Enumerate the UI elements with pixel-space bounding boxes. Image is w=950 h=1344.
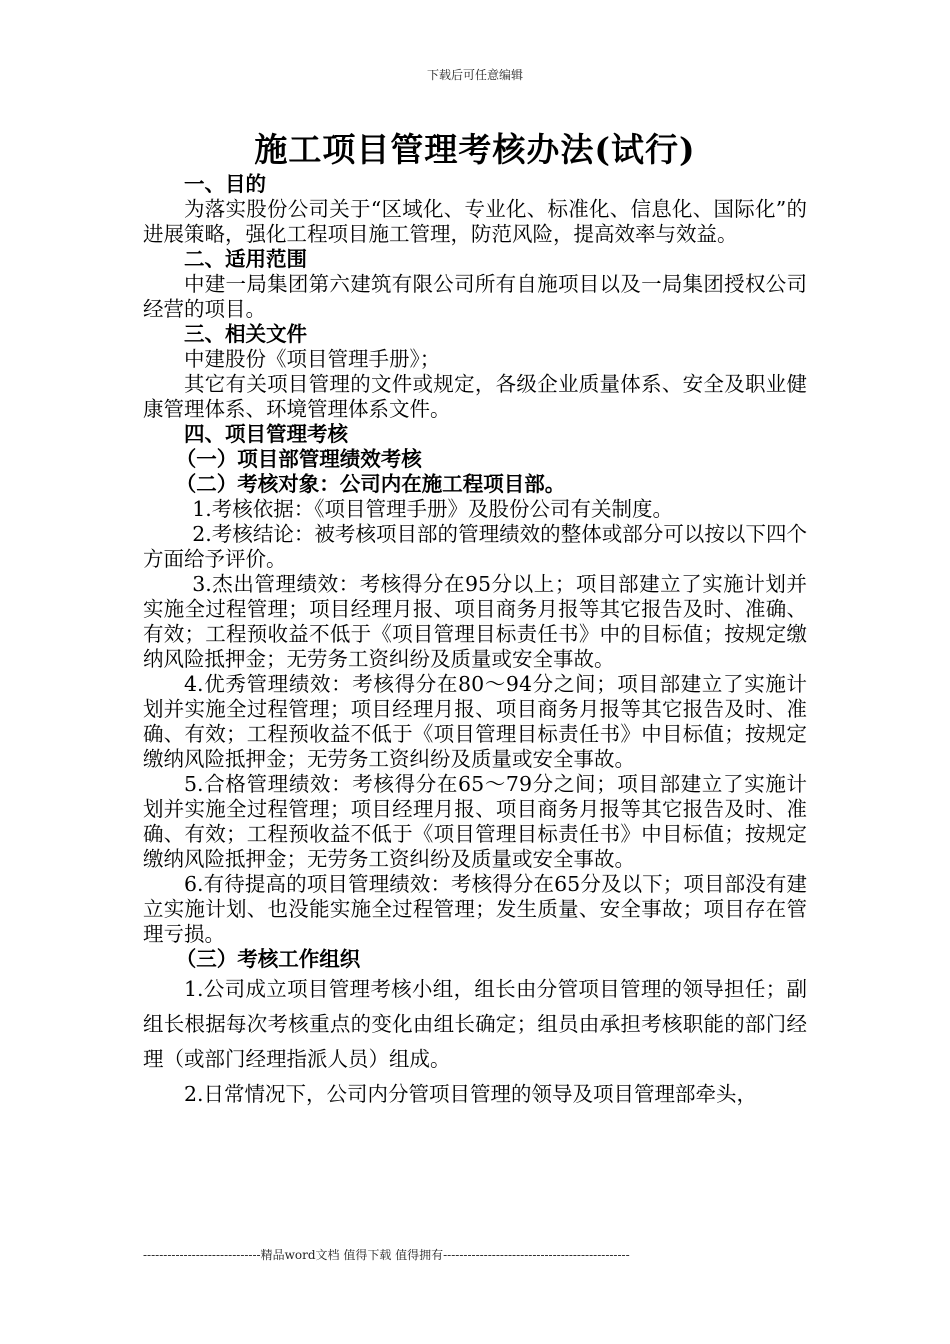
paragraph-related-docs-2: 其它有关项目管理的文件或规定，各级企业质量体系、安全及职业健康管理体系、环境管理体系文件。 [143,372,807,421]
section-heading-related-docs: 三、相关文件 [184,322,307,346]
paragraph-scope: 中建一局集团第六建筑有限公司所有自施项目以及一局集团授权公司经营的项目。 [143,272,807,321]
list-item-needs-improvement: 6.有待提高的项目管理绩效：考核得分在65分及以下；项目部没有建立实施计划、也没能实施全过程管理；发生质量、安全事故；项目存在管理亏损。 [143,872,807,946]
paragraph-purpose: 为落实股份公司关于“区域化、专业化、标准化、信息化、国际化”的进展策略，强化工程项目施工管理，防范风险，提高效率与效益。 [143,197,807,246]
list-item-org-daily: 2.日常情况下，公司内分管项目管理的领导及项目管理部牵头， [184,1082,758,1106]
subheading-assessment-target: （二）考核对象：公司内在施工程项目部。 [175,472,566,496]
subheading-performance-assessment: （一）项目部管理绩效考核 [175,447,422,471]
paragraph-related-docs-1: 中建股份《项目管理手册》； [184,347,441,371]
list-item-qualified: 5.合格管理绩效：考核得分在65～79分之间；项目部建立了实施计划并实施全过程管理；项目经理月报、项目商务月报等其它报告及时、准确、有效；工程预收益不低于《项目管理目标责任书》中目标值；按规定缴纳风险抵押金；无劳务工资纠纷及质量或安全事故。 [143,772,807,871]
list-item-conclusion: 2.考核结论：被考核项目部的管理绩效的整体或部分可以按以下四个方面给予评价。 [143,522,807,571]
list-item-outstanding: 3.杰出管理绩效：考核得分在95分以上；项目部建立了实施计划并实施全过程管理；项目经理月报、项目商务月报等其它报告及时、准确、有效；工程预收益不低于《项目管理目标责任书》中的目标值；按规定缴纳风险抵押金；无劳务工资纠纷及质量或安全事故。 [143,572,807,671]
section-heading-scope: 二、适用范围 [184,247,307,271]
list-item-org-team: 1.公司成立项目管理考核小组，组长由分管项目管理的领导担任；副组长根据每次考核重点的变化由组长确定；组员由承担考核职能的部门经理（或部门经理指派人员）组成。 [143,977,807,1071]
document-body [143,172,807,1112]
document-title: 施工项目管理考核办法(试行) [254,130,696,169]
page-header-note: 下载后可任意编辑 [426,68,523,82]
page-footer-note: -----------------------------精品word文档 值得下载 值得拥有---------------------------------------------- [143,1248,630,1262]
subheading-assessment-organization: （三）考核工作组织 [175,947,361,971]
list-item-basis: 1.考核依据：《项目管理手册》及股份公司有关制度。 [192,497,673,521]
list-item-excellent: 4.优秀管理绩效：考核得分在80～94分之间；项目部建立了实施计划并实施全过程管理；项目经理月报、项目商务月报等其它报告及时、准确、有效；工程预收益不低于《项目管理目标责任书》中目标值；按规定缴纳风险抵押金；无劳务工资纠纷及质量或安全事故。 [143,672,807,771]
section-heading-assessment: 四、项目管理考核 [184,422,348,446]
section-heading-purpose: 一、目的 [184,172,266,196]
